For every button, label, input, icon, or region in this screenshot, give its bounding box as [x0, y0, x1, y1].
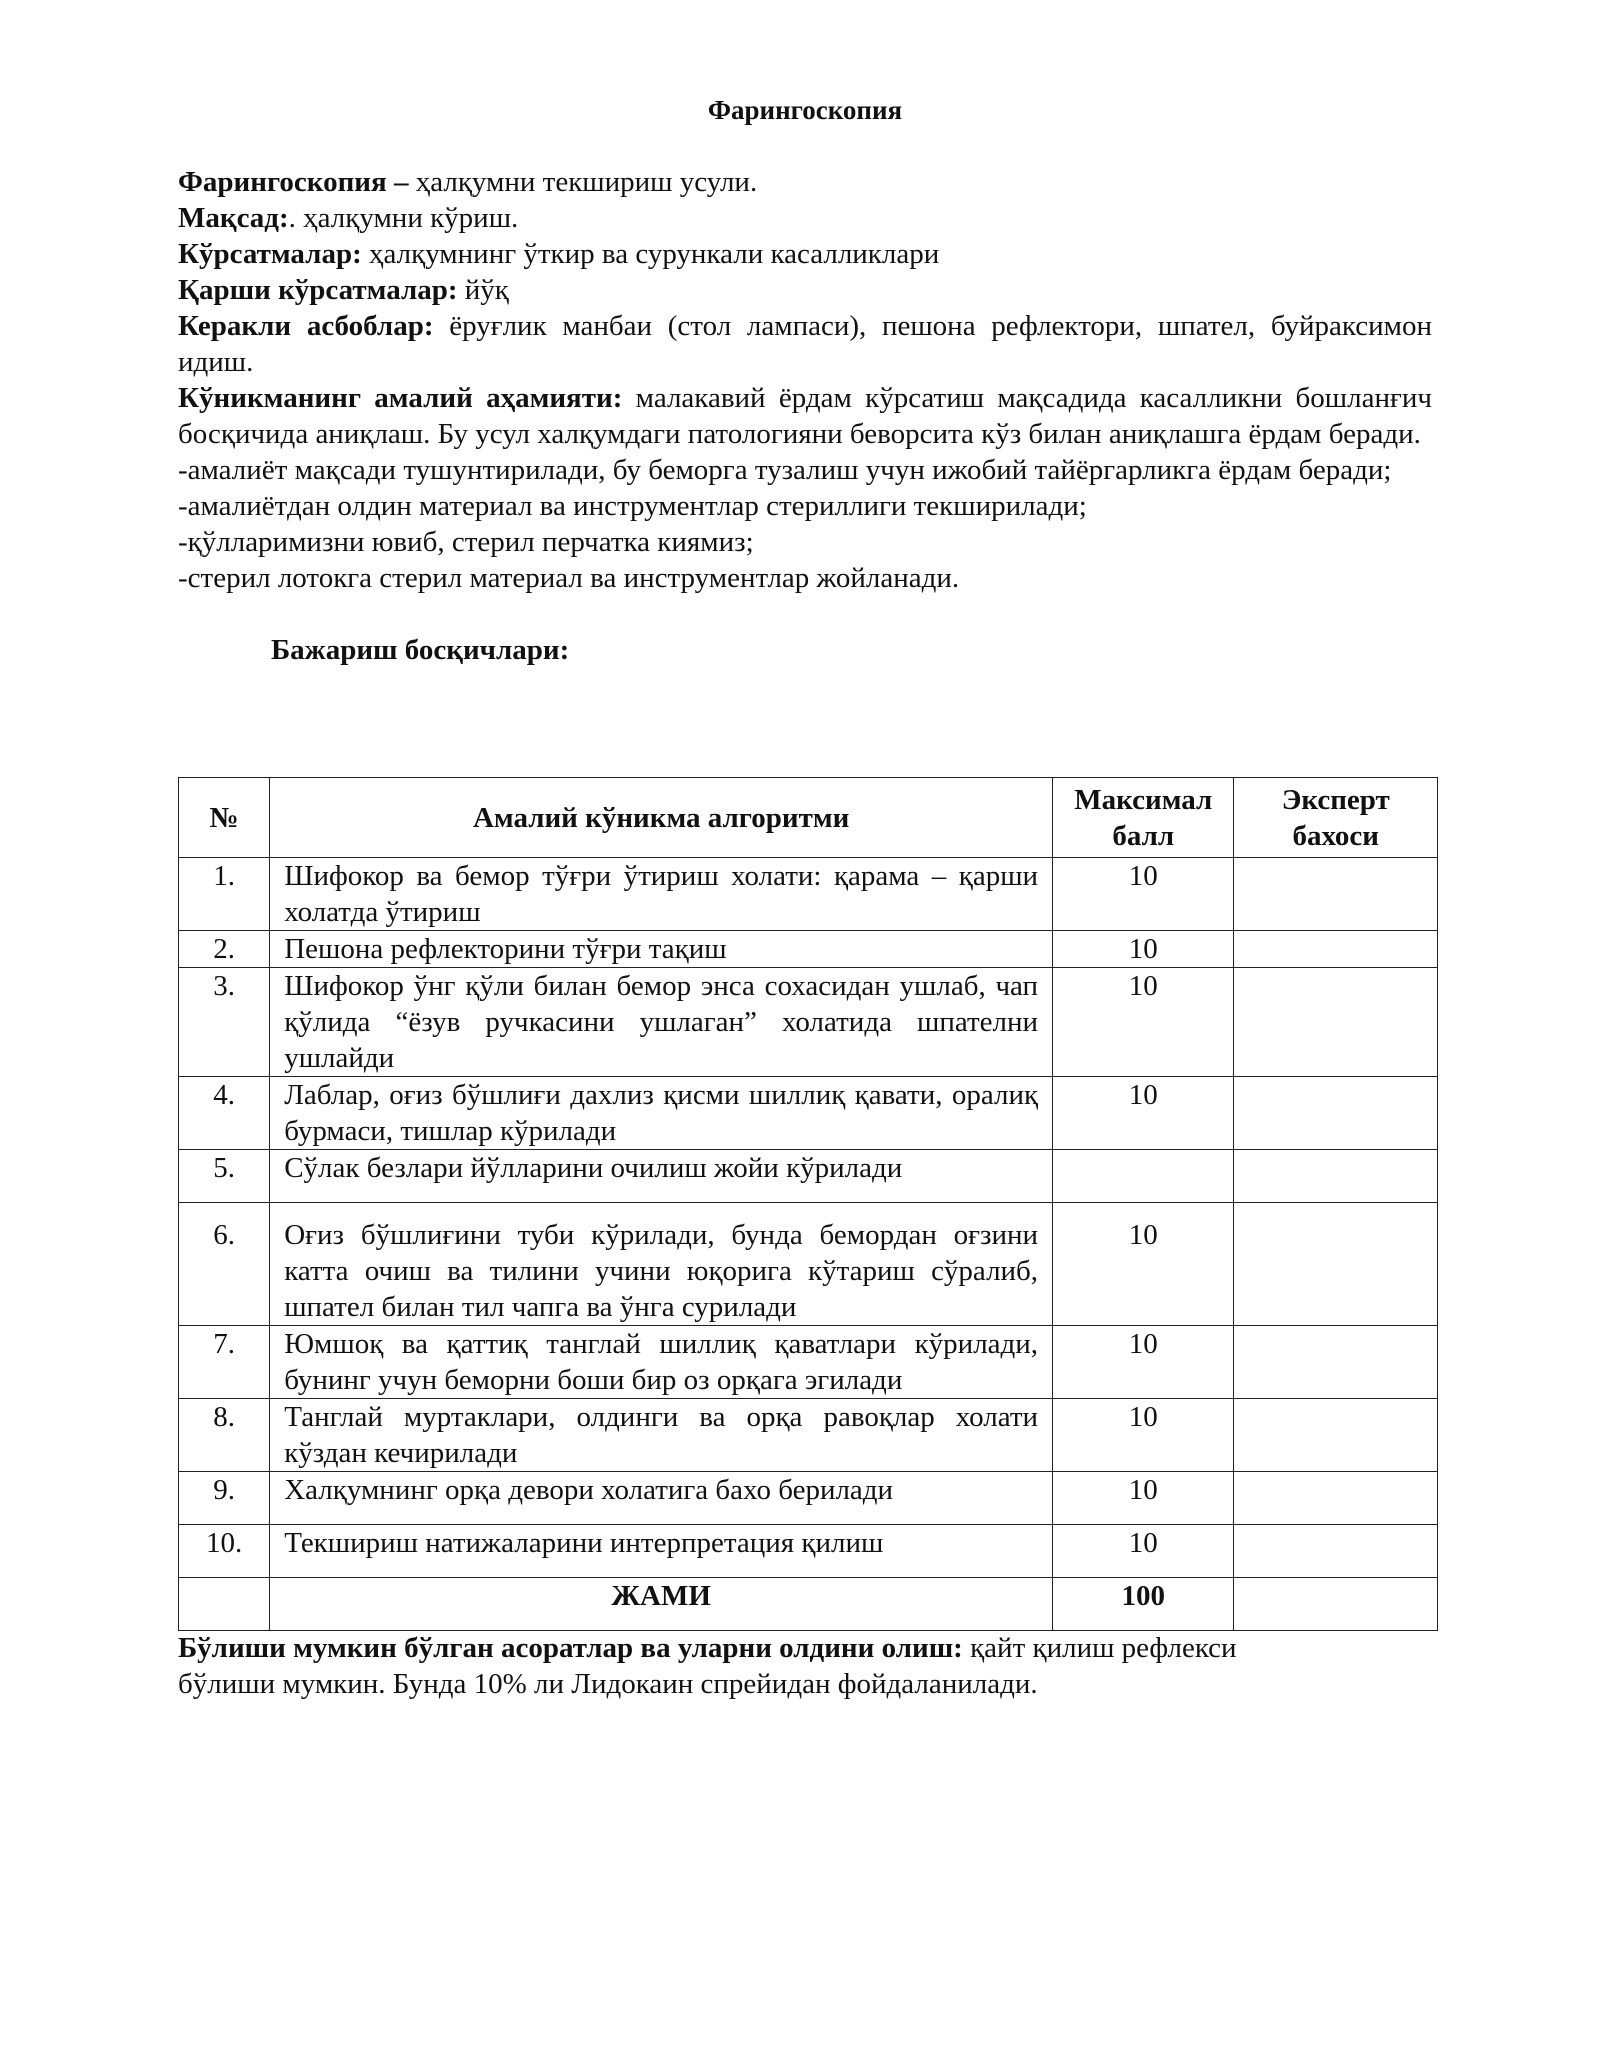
contraindications-text: йўқ [457, 274, 509, 306]
bullet-item: -амалиёт мақсади тушунтирилади, бу беморга тузалиш учун ижобий тайёргарликга ёрдам беради; [178, 454, 1392, 486]
row-score: 10 [1053, 1326, 1234, 1399]
header-algorithm: Амалий кўникма алгоритми [270, 778, 1053, 858]
row-num: 3. [179, 968, 270, 1077]
row-text: Лаблар, оғиз бўшлиғи дахлиз қисми шиллиқ қавати, оралиқ бурмаси, тишлар кўрилади [270, 1077, 1053, 1150]
row-expert [1234, 1525, 1438, 1578]
row-text: Танглай муртаклари, олдинги ва орқа равоқлар холати кўздан кечирилади [270, 1399, 1053, 1472]
row-text: Юмшоқ ва қаттиқ танглай шиллиқ қаватлари кўрилади, бунинг учун беморни боши бир оз орқага эгилади [270, 1326, 1053, 1399]
row-num: 5. [179, 1150, 270, 1203]
row-text: Халқумнинг орқа девори холатига бахо берилади [270, 1472, 1053, 1525]
steps-heading: Бажариш босқичлари: [271, 634, 570, 666]
row-score: 10 [1053, 1472, 1234, 1525]
row-text: Шифокор ўнг қўли билан бемор энса сохасидан ушлаб, чап қўлида “ёзув ручкасини ушлаган” холатида шпателни ушлайди [270, 968, 1053, 1077]
indications-line [178, 236, 1432, 272]
table-row [179, 1150, 1438, 1203]
table-row [179, 1326, 1438, 1399]
row-expert [1234, 1077, 1438, 1150]
table-row [179, 1399, 1438, 1472]
table-row [179, 931, 1438, 968]
row-num: 9. [179, 1472, 270, 1525]
skills-table [178, 777, 1438, 1631]
row-expert [1234, 1203, 1438, 1326]
row-text: Пешона рефлекторини тўғри тақиш [270, 931, 1053, 968]
row-score: 10 [1053, 858, 1234, 931]
row-num: 10. [179, 1525, 270, 1578]
complications-text: қайт қилиш рефлекси бўлиши мумкин. Бунда 10% ли Лидокаин спрейидан фойдаланилади. [178, 1632, 1237, 1700]
row-num: 4. [179, 1077, 270, 1150]
row-text: Оғиз бўшлиғини туби кўрилади, бунда бемордан оғзини катта очиш ва тилини учини юқорига кўтариш сўралиб, шпател билан тил чапга ва ўнга сурилади [270, 1203, 1053, 1326]
row-num: 6. [179, 1203, 270, 1326]
bullet-item: -стерил лотокга стерил материал ва инструментлар жойланади. [178, 562, 960, 594]
definition-line [178, 164, 1432, 200]
goal-line [178, 200, 1432, 236]
tools-text: ёруғлик манбаи (стол лампаси), пешона рефлектори, шпател, буйраксимон идиш. [178, 310, 1432, 378]
row-text: Шифокор ва бемор тўғри ўтириш холати: қарама – қарши холатда ўтириш [270, 858, 1053, 931]
header-expert: Эксперт бахоси [1234, 778, 1438, 858]
table-row [179, 858, 1438, 931]
document-title: Фарингоскопия [707, 95, 903, 125]
importance-label: Кўникманинг амалий аҳамияти: [178, 382, 623, 414]
row-expert [1234, 968, 1438, 1077]
indications-text: ҳалқумнинг ўткир ва сурункали касалликлари [361, 238, 940, 270]
importance-text: малакавий ёрдам кўрсатиш мақсадида касалликни бошланғич босқичида аниқлаш. Бу усул халқумдаги патологияни беворсита кўз билан аниқлашга ёрдам беради. [178, 382, 1432, 450]
row-expert [1234, 858, 1438, 931]
row-num: 7. [179, 1326, 270, 1399]
row-score: 10 [1053, 1399, 1234, 1472]
row-expert [1234, 1150, 1438, 1203]
bullet-item: -қўлларимизни ювиб, стерил перчатка киямиз; [178, 526, 754, 558]
complications-paragraph [178, 1630, 1278, 1702]
row-expert [1234, 1399, 1438, 1472]
table-row [179, 1472, 1438, 1525]
table-row [179, 1203, 1438, 1326]
table-header-row [179, 778, 1438, 858]
table-row [179, 1525, 1438, 1578]
bullet-item: -амалиётдан олдин материал ва инструментлар стериллиги текширилади; [178, 490, 1087, 522]
row-score: 10 [1053, 1525, 1234, 1578]
row-expert [1234, 931, 1438, 968]
contraindications-line [178, 272, 1432, 308]
row-score: 10 [1053, 931, 1234, 968]
row-num: 2. [179, 931, 270, 968]
table-total-row [179, 1578, 1438, 1631]
row-expert [1234, 1326, 1438, 1399]
row-num: 1. [179, 858, 270, 931]
table-row [179, 1077, 1438, 1150]
row-num: 8. [179, 1399, 270, 1472]
goal-text: . ҳалқумни кўриш. [288, 202, 519, 234]
tools-line [178, 308, 1432, 380]
goal-label: Мақсад: [178, 202, 289, 234]
total-label: ЖАМИ [270, 1578, 1053, 1631]
row-score: 10 [1053, 1203, 1234, 1326]
table-row [179, 968, 1438, 1077]
definition-label: Фарингоскопия – [178, 166, 409, 198]
complications-label: Бўлиши мумкин бўлган асоратлар ва уларни олдини олиш: [178, 1632, 963, 1664]
importance-line [178, 380, 1432, 452]
row-text: Сўлак безлари йўлларини очилиш жойи кўрилади [270, 1150, 1053, 1203]
row-score: 10 [1053, 1077, 1234, 1150]
total-score: 100 [1053, 1578, 1234, 1631]
row-expert [1234, 1472, 1438, 1525]
contraindications-label: Қарши кўрсатмалар: [178, 274, 458, 306]
document-page [178, 92, 1432, 700]
header-max-score: Максимал балл [1053, 778, 1234, 858]
row-score [1053, 1150, 1234, 1203]
row-score: 10 [1053, 968, 1234, 1077]
indications-label: Кўрсатмалар: [178, 238, 362, 270]
header-num: № [179, 778, 270, 858]
tools-label: Керакли асбоблар: [178, 310, 434, 342]
row-text: Текшириш натижаларини интерпретация қилиш [270, 1525, 1053, 1578]
definition-text: ҳалқумни текшириш усули. [408, 166, 758, 198]
total-expert-cell [1234, 1578, 1438, 1631]
total-num-cell [179, 1578, 270, 1631]
